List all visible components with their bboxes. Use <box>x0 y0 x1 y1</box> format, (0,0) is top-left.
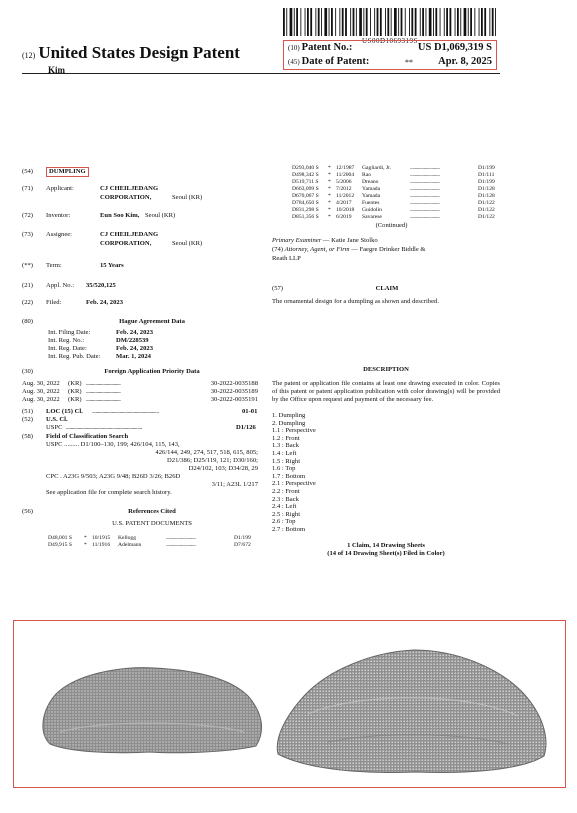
barcode-bar <box>350 8 351 36</box>
title-code: (54) <box>22 168 33 175</box>
barcode-bar <box>455 8 456 36</box>
barcode-bar <box>405 8 406 36</box>
left-references <box>48 535 256 549</box>
barcode-bar <box>324 8 327 36</box>
barcode-bar <box>479 8 480 36</box>
priority-rows <box>22 380 258 404</box>
applicant-name-2: CORPORATION, <box>100 194 152 201</box>
barcode-bar <box>290 8 293 36</box>
reference-row <box>48 535 256 542</box>
barcode-bar <box>366 8 368 36</box>
reference-star: * <box>328 179 331 185</box>
reference-class: D1/199 <box>478 165 495 171</box>
barcode-bar <box>374 8 375 36</box>
reference-class: D1/122 <box>478 200 495 206</box>
reference-date: 5/2006 <box>336 179 352 185</box>
description-list-item: 2.2 : Front <box>272 487 300 495</box>
patent-number-box <box>283 40 497 70</box>
reference-date: 6/2019 <box>336 214 352 220</box>
barcode-bar <box>286 8 287 36</box>
barcode-bar <box>440 8 441 36</box>
reference-row <box>292 200 500 207</box>
date-label: Date of Patent: <box>301 56 370 67</box>
barcode-bar <box>398 8 399 36</box>
appl-label: Appl. No.: <box>46 282 75 289</box>
uspc-value: D1/126 <box>236 424 256 431</box>
barcode-bar <box>415 8 417 36</box>
reference-class: D1/122 <box>478 207 495 213</box>
reference-number: D48,001 S <box>48 535 72 541</box>
applicant-location: Seoul (KR) <box>172 194 203 201</box>
reference-date: 10/2018 <box>336 207 355 213</box>
reference-number: D49,915 S <box>48 542 72 548</box>
priority-leader-dots: .............................. <box>86 380 121 387</box>
hague-row <box>48 337 258 345</box>
assignee-name-2: CORPORATION, <box>100 240 152 247</box>
priority-country: (KR) <box>68 380 82 387</box>
term-label: Term: <box>46 262 62 269</box>
document-type-title <box>22 43 240 63</box>
uspc-label: USPC <box>46 424 63 431</box>
priority-number: 30-2022-0035188 <box>210 380 258 387</box>
hague-row-value: Feb. 24, 2023 <box>116 345 153 352</box>
reference-date: 11/1916 <box>92 542 111 548</box>
barcode-bar <box>294 8 295 36</box>
reference-name: Yamada <box>362 186 381 192</box>
barcode-bar <box>420 8 421 36</box>
hague-code: (80) <box>22 318 33 325</box>
attorney-line <box>272 246 502 254</box>
barcode-bar <box>401 8 403 36</box>
claim-title: CLAIM <box>375 285 399 292</box>
appl-code: (21) <box>22 282 33 289</box>
barcode-bar <box>380 8 382 36</box>
barcode-bar <box>411 8 413 36</box>
barcode-bar <box>335 8 336 36</box>
reference-row <box>292 172 500 179</box>
refs-subtitle: U.S. PATENT DOCUMENTS <box>112 520 192 527</box>
reference-leader-dots: ................................. <box>410 165 440 171</box>
barcode-bar <box>387 8 389 36</box>
field-title: Field of Classification Search <box>46 433 129 440</box>
description-list-item: 1.7 : Bottom <box>272 472 306 480</box>
assignee-code: (73) <box>22 231 33 238</box>
priority-number: 30-2022-0035189 <box>210 388 258 395</box>
description-list-item: 2.4 : Left <box>272 503 297 511</box>
reference-name: Adelmann <box>118 542 142 548</box>
reference-leader-dots: ................................. <box>410 214 440 220</box>
priority-date: Aug. 30, 2022 <box>22 396 60 403</box>
barcode-bar <box>394 8 397 36</box>
priority-code: (30) <box>22 368 33 375</box>
reference-name: Kellogg <box>118 535 137 541</box>
refs-code: (56) <box>22 508 33 515</box>
barcode-bar <box>300 8 301 36</box>
reference-number: D498,342 S <box>292 172 319 178</box>
field-search-line: D24/102, 103; D34/28, 29 <box>188 465 258 472</box>
filed-label: Filed: <box>46 299 62 306</box>
attorney-code: (74) <box>272 246 283 253</box>
reference-name: Savarese <box>362 214 382 220</box>
title-text: United States Design Patent <box>38 43 240 62</box>
appl-value: 35/520,125 <box>86 282 116 289</box>
barcode-bar <box>363 8 364 36</box>
right-references <box>292 165 500 221</box>
reference-number: D293,040 S <box>292 165 319 171</box>
reference-leader-dots: ................................. <box>410 193 440 199</box>
examiner-line <box>272 237 502 245</box>
reference-class: D1/199 <box>478 179 495 185</box>
reference-class: D7/672 <box>234 542 251 548</box>
description-list-item: 2.5 : Right <box>272 510 301 518</box>
reference-leader-dots: ................................. <box>410 179 440 185</box>
summary-line-2: (14 of 14 Drawing Sheet(s) Filed in Color) <box>327 550 445 557</box>
claim-text: The ornamental design for a dumpling as shown and described. <box>272 298 439 305</box>
description-list-item: 1.2 : Front <box>272 434 300 442</box>
hague-row-value: DM/228539 <box>116 337 149 344</box>
assignee-name: CJ CHEILJEDANG <box>100 231 159 238</box>
reference-name: Fuentes <box>362 200 380 206</box>
reference-number: D784,650 S <box>292 200 319 206</box>
priority-row <box>22 396 258 404</box>
barcode-bar <box>460 8 461 36</box>
barcode-bar <box>353 8 355 36</box>
reference-date: 11/2012 <box>336 193 355 199</box>
patent-no-value: US D1,069,319 S <box>417 42 492 53</box>
barcode-bar <box>356 8 357 36</box>
reference-name: Guidolin <box>362 207 382 213</box>
description-list-item: 2.1 : Perspective <box>272 480 316 488</box>
reference-date: 12/1987 <box>336 165 355 171</box>
barcode-bar <box>318 8 320 36</box>
reference-star: * <box>84 542 87 548</box>
applicant-name: CJ CHEILJEDANG <box>100 185 159 192</box>
patent-no-label: Patent No.: <box>301 42 353 53</box>
barcode-bar <box>422 8 424 36</box>
hague-rows <box>48 329 258 361</box>
assignee-location: Seoul (KR) <box>172 240 203 247</box>
uscl-label: U.S. Cl. <box>46 416 68 423</box>
reference-date: 7/2012 <box>336 186 352 192</box>
date-value: Apr. 8, 2025 <box>438 56 492 67</box>
barcode-bar <box>495 8 496 36</box>
reference-star: * <box>328 186 331 192</box>
attorney-name: — Faegre Drinker Biddle & <box>351 246 426 253</box>
barcode-bar <box>377 8 379 36</box>
priority-title: Foreign Application Priority Data <box>104 368 200 375</box>
reference-row <box>292 179 500 186</box>
barcode <box>283 8 497 36</box>
priority-date: Aug. 30, 2022 <box>22 388 60 395</box>
applicant-label: Applicant: <box>46 185 74 192</box>
reference-class: D1/128 <box>478 186 495 192</box>
field-search-line: See application file for complete search history. <box>46 489 172 496</box>
hague-row <box>48 329 258 337</box>
refs-title: References Cited <box>128 508 176 515</box>
field-search-line: 426/144, 249, 274, 517, 518, 615, 805; <box>155 449 258 456</box>
priority-leader-dots: .............................. <box>86 396 121 403</box>
attorney-name-2: Reath LLP <box>272 255 301 262</box>
reference-star: * <box>328 165 331 171</box>
reference-number: D851,356 S <box>292 214 319 220</box>
reference-leader-dots: ................................. <box>410 207 440 213</box>
priority-date: Aug. 30, 2022 <box>22 380 60 387</box>
term-value: 15 Years <box>100 262 124 269</box>
reference-name: Rao <box>362 172 372 178</box>
reference-number: D519,711 S <box>292 179 319 185</box>
barcode-bar <box>331 8 333 36</box>
description-list <box>272 412 500 534</box>
hague-title: Hague Agreement Data <box>119 318 185 325</box>
barcode-bar <box>370 8 371 36</box>
examiner-name: — Katie Jane Stolko <box>322 237 378 244</box>
barcode-bar <box>409 8 410 36</box>
description-title: DESCRIPTION <box>363 366 409 373</box>
date-marker: ** <box>405 58 413 67</box>
loc-code: (51) <box>22 408 33 415</box>
barcode-bar <box>305 8 306 36</box>
loc-value: 01-01 <box>242 408 258 415</box>
field-search-line: CPC . A23G 9/503; A23G 9/48; B26D 3/26; B26D <box>46 473 181 480</box>
reference-leader-dots: ................................. <box>166 535 196 541</box>
reference-row <box>292 193 500 200</box>
barcode-bar <box>457 8 459 36</box>
inventor-name: Eun Soo Kim, <box>100 212 140 219</box>
barcode-bar <box>464 8 467 36</box>
description-list-item: 2. Dumpling <box>272 419 306 427</box>
description-list-item: 2.7 : Bottom <box>272 525 306 533</box>
field-search-lines <box>46 441 258 497</box>
reference-star: * <box>328 207 331 213</box>
reference-date: 4/2017 <box>336 200 352 206</box>
filed-value: Feb. 24, 2023 <box>86 299 123 306</box>
design-title: DUMPLING <box>46 167 89 177</box>
filed-code: (22) <box>22 299 33 306</box>
reference-number: D670,067 S <box>292 193 319 199</box>
reference-class: D1/199 <box>234 535 251 541</box>
reference-row <box>292 207 500 214</box>
hague-row-label: Int. Reg. Date: <box>48 345 87 352</box>
reference-class: D1/128 <box>478 193 495 199</box>
barcode-bar <box>492 8 494 36</box>
barcode-bar <box>484 8 486 36</box>
reference-name: Yamada <box>362 193 381 199</box>
barcode-bar <box>283 8 285 36</box>
loc-leader-dots: .......................................................... <box>92 408 159 415</box>
reference-leader-dots: ................................. <box>410 172 440 178</box>
dumpling-figure-1 <box>30 660 270 760</box>
description-list-item: 1.6 : Top <box>272 465 296 473</box>
inventor-location: Seoul (KR) <box>145 212 176 219</box>
uspc-leader-dots: .................................................................. <box>66 424 142 431</box>
dumpling-figure-2 <box>268 642 554 780</box>
reference-star: * <box>328 214 331 220</box>
description-list-item: 1. Dumpling <box>272 412 306 419</box>
reference-number: D831,298 S <box>292 207 319 213</box>
header-rule <box>22 73 500 74</box>
reference-number: D663,099 S <box>292 186 319 192</box>
priority-row <box>22 380 258 388</box>
hague-row-value: Mar. 1, 2024 <box>116 353 151 360</box>
barcode-bar <box>468 8 469 36</box>
description-text: The patent or application file contains at least one drawing executed in color. Copies of this patent or patent application publication with color drawing(s) will be provided by the Office upon request and payment of the necessary fee. <box>272 380 500 403</box>
barcode-bar <box>429 8 432 36</box>
reference-leader-dots: ................................. <box>410 200 440 206</box>
attorney-label: Attorney, Agent, or Firm <box>284 246 350 253</box>
barcode-bar <box>446 8 448 36</box>
barcode-bar <box>450 8 452 36</box>
reference-class: D1/122 <box>478 214 495 220</box>
barcode-bar <box>315 8 316 36</box>
barcode-bar <box>489 8 490 36</box>
reference-row <box>292 214 500 221</box>
field-search-line: USPC ......... D1/100–130, 199; 426/104, 115, 143, <box>46 441 180 448</box>
patent-number-row <box>288 42 492 53</box>
hague-row-value: Feb. 24, 2023 <box>116 329 153 336</box>
barcode-bar <box>307 8 309 36</box>
reference-date: 10/1915 <box>92 535 111 541</box>
assignee-label: Assignee: <box>46 231 73 238</box>
priority-row <box>22 388 258 396</box>
barcode-bar <box>470 8 472 36</box>
type-code: (12) <box>22 51 36 60</box>
reference-star: * <box>328 193 331 199</box>
barcode-bar <box>310 8 312 36</box>
reference-row <box>48 542 256 549</box>
applicant-code: (71) <box>22 185 33 192</box>
barcode-bar <box>385 8 386 36</box>
hague-row-label: Int. Filing Date: <box>48 329 91 336</box>
description-list-item: 1.1 : Perspective <box>272 427 316 435</box>
examiner-label: Primary Examiner <box>272 237 322 244</box>
field-search-line: 3/11; A23L 1/217 <box>211 481 258 488</box>
date-code: (45) <box>288 58 300 66</box>
priority-number: 30-2022-0035191 <box>210 396 258 403</box>
reference-row <box>292 186 500 193</box>
reference-date: 11/2004 <box>336 172 355 178</box>
field-search-line: D21/386; D25/119, 121; D30/160; <box>167 457 258 464</box>
reference-row <box>292 165 500 172</box>
hague-row-label: Int. Reg. No.: <box>48 337 85 344</box>
barcode-bar <box>339 8 340 36</box>
barcode-bar <box>426 8 427 36</box>
description-list-item: 2.6 : Top <box>272 518 296 526</box>
barcode-bar <box>359 8 362 36</box>
uscl-code: (52) <box>22 416 33 423</box>
description-list-item: 2.3 : Back <box>272 495 299 503</box>
reference-star: * <box>84 535 87 541</box>
reference-star: * <box>328 172 331 178</box>
description-list-item: 1.3 : Back <box>272 442 299 450</box>
priority-country: (KR) <box>68 388 82 395</box>
reference-star: * <box>328 200 331 206</box>
patent-no-code: (10) <box>288 44 300 52</box>
loc-label: LOC (15) Cl. <box>46 408 83 415</box>
barcode-bar <box>321 8 322 36</box>
date-row <box>288 56 492 67</box>
field-code: (58) <box>22 433 33 440</box>
priority-leader-dots: .............................. <box>86 388 121 395</box>
barcode-bar <box>296 8 298 36</box>
barcode-bar <box>391 8 392 36</box>
reference-class: D1/111 <box>478 172 495 178</box>
barcode-bar <box>345 8 347 36</box>
inventor-surname: Kim <box>48 65 65 75</box>
reference-leader-dots: ................................. <box>166 542 196 548</box>
barcode-bar <box>329 8 330 36</box>
barcode-bar <box>481 8 483 36</box>
barcode-bar <box>433 8 434 36</box>
hague-row <box>48 353 258 361</box>
barcode-bar <box>474 8 475 36</box>
hague-row <box>48 345 258 353</box>
description-list-item: 1.5 : Right <box>272 457 301 465</box>
hague-row-label: Int. Reg. Pub. Date: <box>48 353 101 360</box>
reference-name: Dreano <box>362 179 379 185</box>
barcode-bar <box>342 8 344 36</box>
reference-name: Gagliardi, Jr. <box>362 165 392 171</box>
barcode-bar <box>435 8 437 36</box>
continued-label: (Continued) <box>375 222 408 229</box>
summary-line-1: 1 Claim, 14 Drawing Sheets <box>347 542 425 549</box>
priority-country: (KR) <box>68 396 82 403</box>
claim-heading <box>272 285 502 293</box>
claim-code: (57) <box>272 285 283 292</box>
inventor-code: (72) <box>22 212 33 219</box>
barcode-number: US00D1069319S <box>362 37 418 45</box>
inventor-label: Inventor: <box>46 212 71 219</box>
barcode-bar <box>444 8 445 36</box>
description-list-item: 1.4 : Left <box>272 449 297 457</box>
reference-leader-dots: ................................. <box>410 186 440 192</box>
term-code: (**) <box>22 262 33 269</box>
